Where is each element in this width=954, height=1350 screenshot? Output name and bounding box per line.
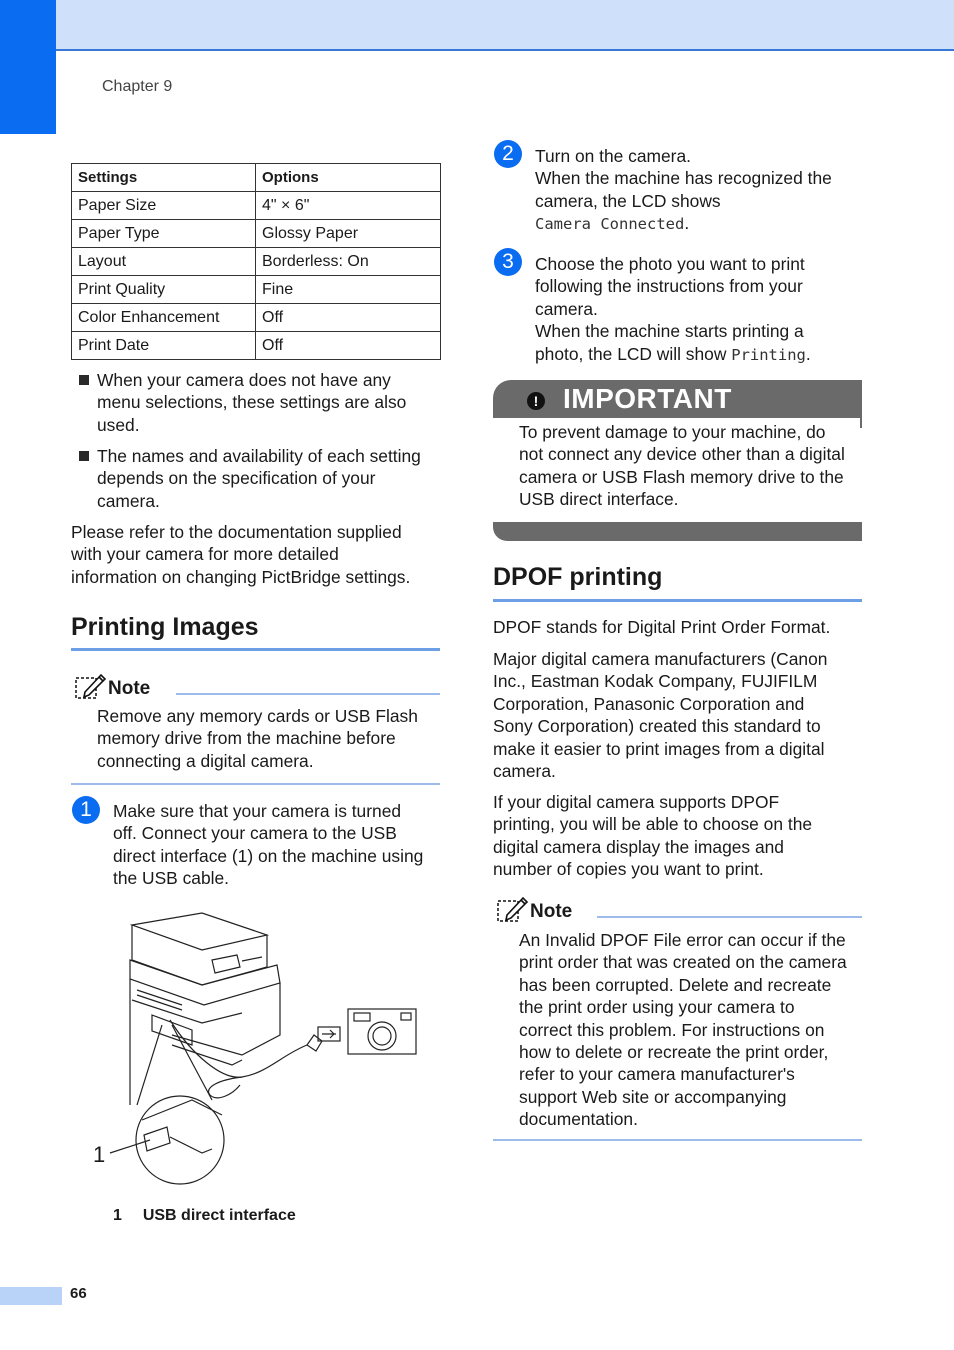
table-header-row (72, 164, 441, 192)
paragraph-line: with your camera for more detailed (71, 544, 339, 565)
note-line: An Invalid DPOF File error can occur if the (519, 930, 846, 950)
step-line: camera. (535, 298, 598, 319)
dpof-paragraph-1 (493, 616, 858, 638)
note-text (519, 929, 864, 1131)
paragraph-line: printing, you will be able to choose on the (493, 814, 813, 835)
step-line: direct interface (1) on the machine using (113, 845, 424, 866)
table-cell: Color Enhancement (72, 304, 256, 332)
table-cell: Off (256, 304, 441, 332)
step-number-badge: 1 (72, 796, 100, 824)
note-text (97, 705, 447, 772)
table-cell: Layout (72, 248, 256, 276)
important-footer-bar (493, 522, 862, 541)
table-row (72, 304, 441, 332)
bullet-line: menu selections, these settings are also (97, 392, 407, 413)
bullet-line: When your camera does not have any (97, 370, 391, 390)
section-title-printing-images: Printing Images (71, 613, 259, 641)
section-rule (493, 599, 862, 602)
chapter-tab (0, 0, 56, 134)
table-cell: Borderless: On (256, 248, 441, 276)
step-line: the USB cable. (113, 868, 230, 889)
table-row (72, 220, 441, 248)
step-line: Make sure that your camera is turned (113, 801, 402, 821)
punctuation: . (684, 213, 690, 234)
table-cell: 4" × 6" (256, 192, 441, 220)
step2-text (535, 145, 865, 236)
table-row (72, 248, 441, 276)
table-row (72, 192, 441, 220)
note-bottom-rule (493, 1139, 862, 1141)
paragraph-line: DPOF stands for Digital Print Order Format. (493, 617, 831, 637)
paragraph-line: Please refer to the documentation supplied (71, 522, 402, 542)
caption-text: USB direct interface (142, 1207, 296, 1224)
paragraph-line: Major digital camera manufacturers (Canon (493, 649, 828, 669)
note-line: correct this problem. For instructions on (519, 1019, 825, 1040)
step-line: off. Connect your camera to the USB (113, 823, 397, 844)
table-cell: Print Quality (72, 276, 256, 304)
step-text-fragment: photo, the LCD will show (535, 343, 732, 364)
bullet-line: camera. (97, 490, 160, 511)
note-label: Note (108, 678, 151, 699)
step3-text (535, 253, 865, 366)
page-tab (0, 1287, 62, 1305)
note-line: the print order using your camera to (519, 997, 795, 1018)
table-cell: Print Date (72, 332, 256, 360)
step-line: When the machine has recognized the (535, 168, 832, 189)
step-line (535, 212, 865, 235)
table-header-settings: Settings (72, 164, 256, 192)
figure-callout-number: 1 (93, 1142, 106, 1167)
note-line: Remove any memory cards or USB Flash (97, 706, 418, 726)
lcd-message: Camera Connected (535, 215, 685, 234)
paragraph-line: Sony Corporation) created this standard to (493, 716, 821, 737)
table-cell: Glossy Paper (256, 220, 441, 248)
note-line: support Web site or accompanying (519, 1086, 787, 1107)
bullet-square-icon (79, 451, 89, 461)
paragraph-line: make it easier to print images from a digital (493, 738, 825, 759)
dpof-paragraph-3 (493, 791, 858, 881)
paragraph-line: If your digital camera supports DPOF (493, 792, 780, 812)
step-number-badge: 2 (494, 140, 522, 168)
table-header-options: Options (256, 164, 441, 192)
settings-table (71, 163, 441, 360)
table-cell: Paper Size (72, 192, 256, 220)
paragraph-line: Inc., Eastman Kodak Company, FUJIFILM (493, 671, 818, 692)
important-line: not connect any device other than a digital (519, 444, 845, 465)
lcd-message: Printing (731, 345, 806, 364)
step-line: following the instructions from your (535, 276, 803, 297)
section-rule (71, 648, 440, 651)
note-label: Note (530, 901, 573, 922)
note-bottom-rule (71, 783, 440, 785)
paragraph-line: Corporation, Panasonic Corporation and (493, 693, 805, 714)
figure-caption (113, 1207, 296, 1225)
refer-paragraph (71, 521, 451, 588)
note-pencil-icon (73, 672, 107, 700)
important-text (519, 421, 864, 511)
note-line: has been corrupted. Delete and recreate (519, 974, 832, 995)
step-line: camera, the LCD shows (535, 190, 721, 211)
paragraph-line: information on changing PictBridge settings. (71, 566, 411, 587)
table-cell: Paper Type (72, 220, 256, 248)
bullet-square-icon (79, 375, 89, 385)
important-line: USB direct interface. (519, 489, 679, 510)
note-top-rule (176, 693, 440, 695)
paragraph-line: digital camera display the images and (493, 836, 784, 857)
section-title-dpof: DPOF printing (493, 563, 663, 591)
note-top-rule (597, 916, 862, 918)
paragraph-line: number of copies you want to print. (493, 859, 764, 880)
caption-number: 1 (113, 1207, 122, 1224)
step-line: Turn on the camera. (535, 146, 691, 166)
bullet-line: used. (97, 414, 140, 435)
bullet-line: The names and availability of each setting (97, 446, 421, 466)
bullet-item (71, 369, 451, 439)
punctuation: . (805, 343, 811, 364)
step1-text (113, 800, 448, 890)
note-line: how to delete or recreate the print order, (519, 1042, 829, 1063)
important-line: camera or USB Flash memory drive to the (519, 466, 844, 487)
table-cell: Fine (256, 276, 441, 304)
table-row (72, 276, 441, 304)
note-line: connecting a digital camera. (97, 750, 314, 771)
bullet-item (71, 445, 451, 515)
dpof-paragraph-2 (493, 648, 858, 782)
page-number: 66 (70, 1285, 87, 1302)
header-band (0, 0, 954, 51)
chapter-label: Chapter 9 (102, 78, 173, 95)
note-line: memory drive from the machine before (97, 728, 396, 749)
warning-icon: ! (527, 392, 545, 410)
note-pencil-icon (495, 895, 529, 923)
step-line (535, 343, 865, 366)
note-line: documentation. (519, 1109, 638, 1130)
paragraph-line: camera. (493, 761, 556, 782)
table-cell: Off (256, 332, 441, 360)
step-line: When the machine starts printing a (535, 321, 804, 342)
bullet-line: depends on the specification of your (97, 468, 376, 489)
important-line: To prevent damage to your machine, do (519, 422, 826, 442)
usb-connection-illustration (92, 905, 422, 1190)
step-number-badge: 3 (494, 248, 522, 276)
step-line: Choose the photo you want to print (535, 254, 805, 274)
note-line: print order that was created on the camera (519, 952, 847, 973)
note-line: refer to your camera manufacturer's (519, 1064, 795, 1085)
important-title: IMPORTANT (563, 383, 732, 414)
table-row (72, 332, 441, 360)
